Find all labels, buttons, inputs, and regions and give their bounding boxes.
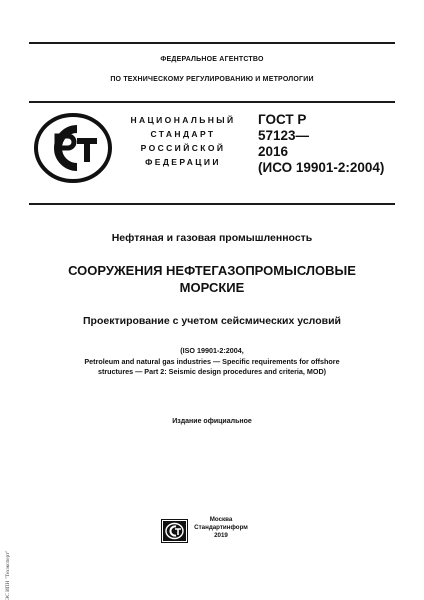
side-watermark-text: ЭС ИПН "Техэксперт" — [5, 550, 11, 600]
lower-rule — [29, 203, 395, 205]
standard-designation — [258, 112, 384, 176]
agency-line-1: ФЕДЕРАЛЬНОЕ АГЕНТСТВО — [160, 56, 264, 63]
document-title — [0, 262, 424, 296]
designation-line: (ИСО 19901-2:2004) — [258, 160, 385, 175]
publisher-block — [190, 516, 252, 540]
iso-reference-line: Petroleum and natural gas industries — Specific requirements for offshore — [84, 356, 340, 366]
iso-reference-line: structures — Part 2: Seismic design procedures and criteria, MOD) — [97, 367, 327, 376]
iso-reference — [20, 346, 404, 378]
middle-rule — [29, 101, 395, 103]
publisher-year: 2019 — [214, 532, 228, 539]
publisher-city: Москва — [209, 516, 233, 523]
agency-line-2: ПО ТЕХНИЧЕСКОМУ РЕГУЛИРОВАНИЮ И МЕТРОЛОГИИ — [110, 76, 314, 83]
standard-type-line: СТАНДАРТ — [150, 129, 216, 139]
designation-line: 2016 — [258, 144, 289, 159]
iso-reference-line: (ISO 19901-2:2004, — [180, 346, 244, 355]
standard-type — [118, 113, 248, 169]
title-line: МОРСКИЕ — [179, 280, 245, 295]
designation-line: ГОСТ Р — [258, 112, 307, 127]
side-watermark — [2, 520, 13, 600]
document-subtitle: Проектирование с учетом сейсмических условий — [83, 315, 341, 327]
standard-type-line: ФЕДЕРАЦИИ — [145, 157, 221, 167]
designation-line: 57123— — [258, 128, 310, 143]
edition-label: Издание официальное — [172, 418, 252, 425]
publisher-name: Стандартинформ — [194, 524, 248, 531]
standard-type-line: РОССИЙСКОЙ — [140, 143, 226, 153]
standard-type-line: НАЦИОНАЛЬНЫЙ — [130, 115, 236, 125]
industry-heading: Нефтяная и газовая промышленность — [111, 232, 313, 244]
rst-mark-icon — [33, 112, 113, 184]
standartinform-logo-icon — [161, 519, 188, 543]
title-line: СООРУЖЕНИЯ НЕФТЕГАЗОПРОМЫСЛОВЫЕ — [68, 263, 356, 278]
top-rule — [29, 42, 395, 44]
